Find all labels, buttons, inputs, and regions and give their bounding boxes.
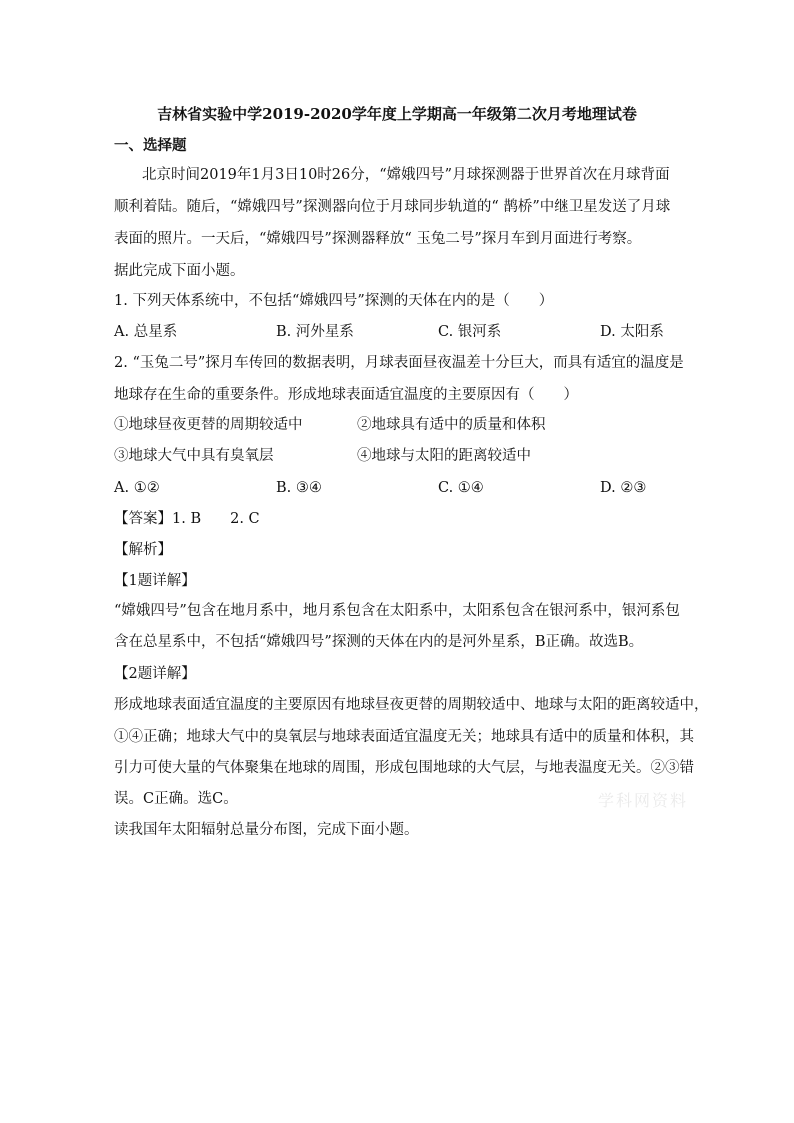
- q2-option-d: D. ②③: [600, 480, 647, 496]
- q1-option-c: C. 银河系: [438, 324, 502, 340]
- q2-statement-3: ③地球大气中具有臭氧层: [114, 448, 274, 464]
- q2-stem-line-1: 2. “玉兔二号”探月车传回的数据表明，月球表面昼夜温差十分巨大，而具有适宜的温度是: [114, 355, 684, 371]
- analysis-label: 【解析】: [114, 542, 172, 558]
- q2-statement-1: ①地球昼夜更替的周期较适中: [114, 417, 303, 433]
- q1-option-d: D. 太阳系: [600, 324, 664, 340]
- instruction: 据此完成下面小题。: [114, 263, 245, 279]
- q1-option-a: A. 总星系: [114, 324, 178, 340]
- q1-detail-line-1: “嫦娥四号”包含在地月系中，地月系包含在太阳系中，太阳系包含在银河系中，银河系包: [114, 603, 680, 619]
- q1-option-b: B. 河外星系: [276, 324, 354, 340]
- q1-detail-line-2: 含在总星系中，不包括“嫦娥四号”探测的天体在内的是河外星系，B正确。故选B。: [114, 634, 644, 650]
- section-heading: 一、选择题: [114, 137, 187, 154]
- q2-detail-line-1: 形成地球表面适宜温度的主要原因有地球昼夜更替的周期较适中、地球与太阳的距离较适中，: [114, 697, 709, 713]
- q2-option-a: A. ①②: [114, 480, 160, 496]
- q1-detail-label: 【1题详解】: [114, 573, 196, 589]
- next-instruction: 读我国年太阳辐射总量分布图，完成下面小题。: [114, 822, 419, 838]
- page-title: 吉林省实验中学2019-2020学年度上学期高一年级第二次月考地理试卷: [157, 105, 637, 123]
- q2-stem-line-2: 地球存在生命的重要条件。形成地球表面适宜温度的主要原因有（ ）: [114, 387, 578, 403]
- passage-line-2: 顺利着陆。随后，“嫦娥四号”探测器向位于月球同步轨道的“ 鹊桥”中继卫星发送了月球: [114, 199, 671, 215]
- q2-detail-line-4: 误。C正确。选C。: [114, 791, 238, 807]
- answer: 【答案】1. B 2. C: [114, 511, 260, 527]
- q2-statement-2: ②地球具有适中的质量和体积: [357, 417, 546, 433]
- q2-option-c: C. ①④: [438, 480, 484, 496]
- q2-option-b: B. ③④: [276, 480, 322, 496]
- q2-detail-line-3: 引力可使大量的气体聚集在地球的周围，形成包围地球的大气层，与地表温度无关。②③错: [114, 760, 694, 776]
- watermark: 学科网资料: [598, 791, 689, 810]
- q2-statement-4: ④地球与太阳的距离较适中: [357, 448, 531, 464]
- q2-detail-line-2: ①④正确；地球大气中的臭氧层与地球表面适宜温度无关；地球具有适中的质量和体积，其: [114, 729, 694, 745]
- q2-detail-label: 【2题详解】: [114, 666, 196, 682]
- passage-line-1: 北京时间2019年1月3日10时26分，“嫦娥四号”月球探测器于世界首次在月球背面: [142, 167, 670, 183]
- passage-line-3: 表面的照片。一天后，“嫦娥四号”探测器释放“ 玉兔二号”探月车到月面进行考察。: [114, 231, 642, 247]
- q1-stem: 1. 下列天体系统中，不包括“嫦娥四号”探测的天体在内的是（ ）: [114, 293, 554, 309]
